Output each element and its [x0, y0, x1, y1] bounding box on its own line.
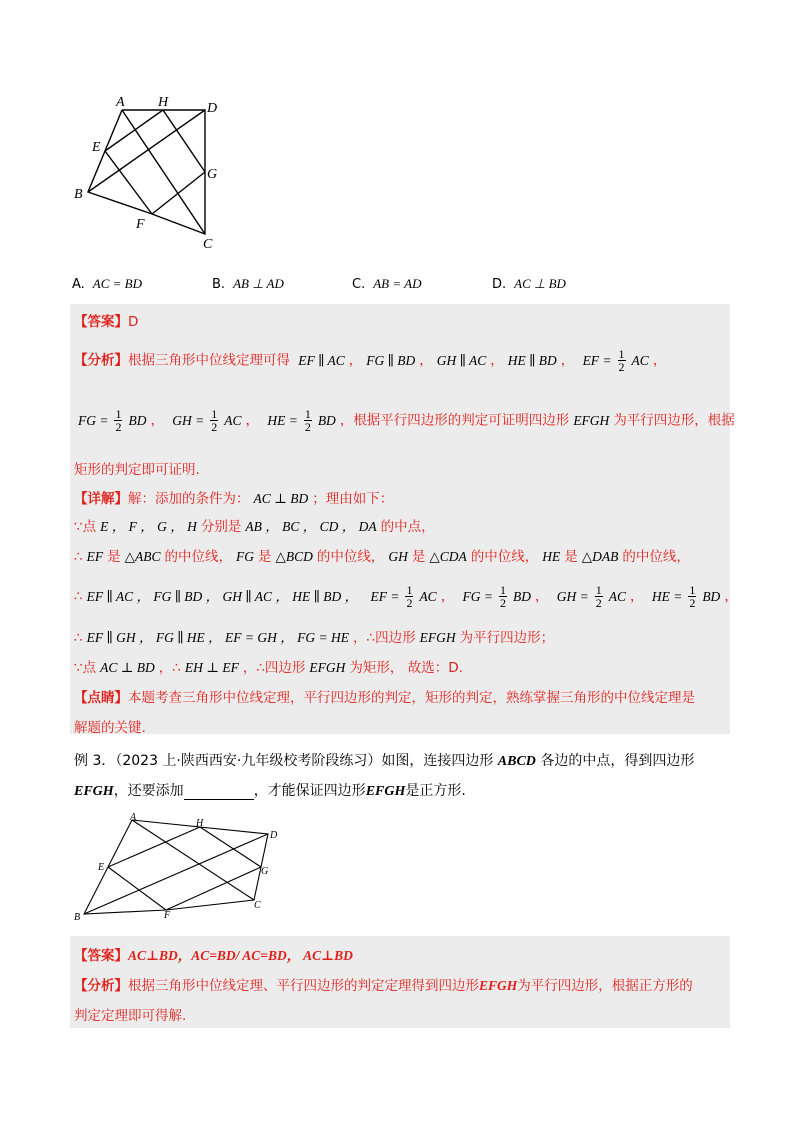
choice-d[interactable]: D. AC ⊥ BD: [492, 276, 566, 292]
detail-line-1: 【详解】解：添加的条件为： AC ⊥ BD ；理由如下：: [74, 491, 394, 507]
label-B: B: [74, 187, 83, 202]
label2-H: H: [196, 818, 204, 829]
choice-c[interactable]: C. AB = AD: [352, 276, 422, 292]
label-D: D: [207, 101, 218, 116]
label2-E: E: [98, 862, 105, 873]
label2-F: F: [164, 910, 171, 921]
detail-line-5: ∴ EF ∥ GH ， FG ∥ HE ， EF = GH ， FG = HE ，∴四边形 EFGH 为平行四边形；: [74, 630, 555, 646]
geometry-figure-2: [70, 812, 290, 922]
answer-choices: [72, 276, 732, 298]
answer-blank[interactable]: [184, 785, 254, 800]
label-E: E: [92, 140, 101, 155]
label2-B: B: [74, 912, 81, 922]
label-A: A: [116, 95, 125, 110]
example-3-line-1: 例 3．（2023 上·陕西西安·九年级校考阶段练习）如图，连接四边形 ABCD 各边的中点，得到四边形: [74, 753, 695, 769]
label2-D: D: [270, 830, 278, 841]
label-F: F: [136, 217, 145, 232]
detail-line-2: ∵点 E ， F ， G ， H 分别是 AB ， BC ， CD ， DA 的中点，: [74, 519, 435, 535]
detail-line-6: ∵点 AC ⊥ BD ，∴ EH ⊥ EF ，∴四边形 EFGH 为矩形， 故选：D.: [74, 660, 463, 676]
analysis-line-2: FG = $\frac{1}{2}$ BD ， GH = $\frac{1}{2}$ AC ， HE = $\frac{1}{2}$ BD ，根据平行四边形的判定可证明四边形 EFGH 为平行四边形，根据: [78, 407, 735, 434]
label2-C: C: [254, 900, 261, 911]
label-H: H: [158, 95, 169, 110]
example-3-line-2: EFGH，还要添加 ，才能保证四边形EFGH是正方形.: [74, 783, 466, 799]
answer-line: 【答案】D: [74, 314, 139, 330]
comment-line-2: 解题的关键.: [74, 720, 146, 736]
choice-a[interactable]: A. AC = BD: [72, 276, 143, 292]
detail-line-3: ∴ EF 是 △ABC 的中位线， FG 是 △BCD 的中位线， GH 是 △CDA 的中位线， HE 是 △DAB 的中位线，: [74, 549, 690, 565]
analysis2-line-2: 判定定理即可得解.: [74, 1008, 187, 1024]
geometry-figure-1: [70, 92, 230, 252]
label2-A: A: [130, 812, 137, 823]
comment-line-1: 【点睛】本题考查三角形中位线定理，平行四边形的判定，矩形的判定，熟练掌握三角形的中位线定理是: [74, 690, 695, 706]
analysis2-line-1: 【分析】根据三角形中位线定理、平行四边形的判定定理得到四边形EFGH为平行四边形，根据正方形的: [74, 978, 693, 994]
label-G: G: [207, 167, 218, 182]
analysis-line-3: 矩形的判定即可证明.: [74, 462, 200, 478]
label-C: C: [203, 237, 213, 252]
analysis-line-1: 【分析】根据三角形中位线定理可得 EF ∥ AC ， FG ∥ BD ， GH ∥ AC ， HE ∥ BD ， EF = $\frac{1}{2}$ AC ，: [74, 347, 667, 374]
answer2-line: 【答案】AC⊥BD，AC=BD/ AC=BD， AC⊥BD: [74, 948, 353, 964]
detail-line-4: ∴ EF ∥ AC ， FG ∥ BD ， GH ∥ AC ， HE ∥ BD ， EF = $\frac{1}{2}$ AC ， FG = $\frac{1}{2}$ BD ， GH = $\frac{1}{2}$ AC ， HE = $\frac{1}{2}$ BD ，: [74, 583, 738, 610]
label2-G: G: [261, 866, 269, 877]
choice-b[interactable]: B. AB ⊥ AD: [212, 276, 284, 292]
